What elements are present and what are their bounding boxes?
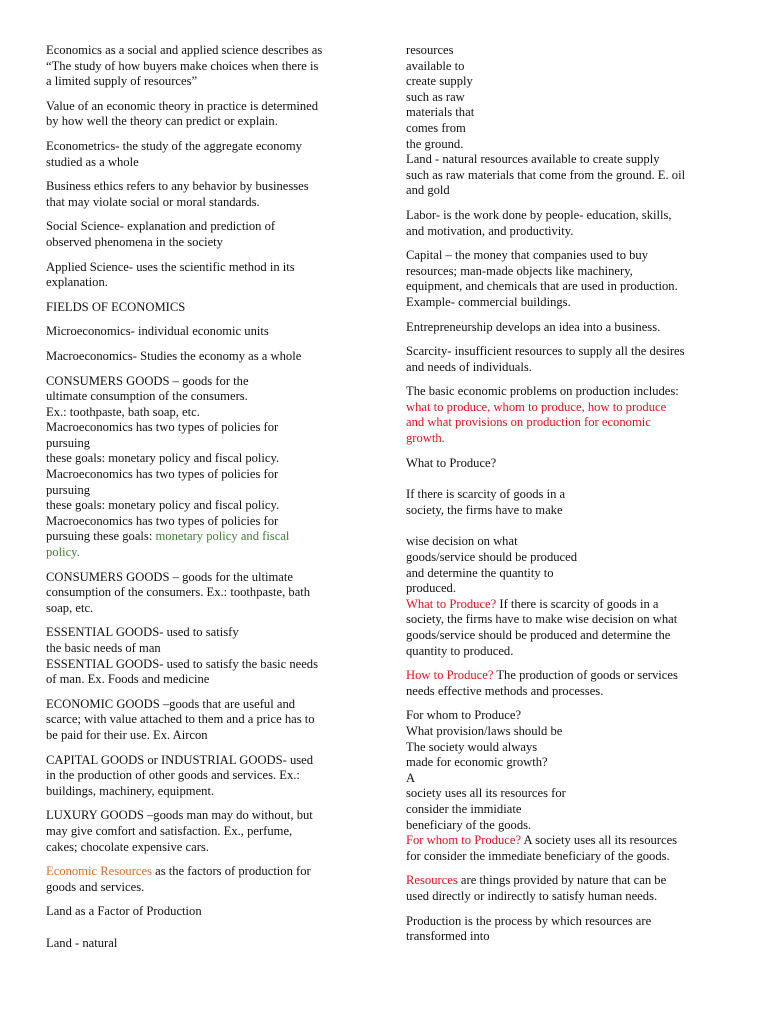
text-line bbox=[46, 155, 358, 171]
text-line bbox=[406, 534, 724, 550]
text-line bbox=[406, 771, 724, 787]
text-segment: Econometrics- the study of the aggregate economy bbox=[46, 138, 302, 153]
text-segment: resources bbox=[406, 43, 454, 57]
text-line bbox=[46, 99, 358, 115]
text-line bbox=[46, 235, 358, 251]
text-segment: and needs of individuals. bbox=[406, 359, 532, 374]
text-segment: used directly or indirectly to satisfy human needs. bbox=[406, 888, 658, 903]
text-segment: Economics as a social and applied science describes as bbox=[46, 43, 323, 57]
text-segment: Production is the process by which resources are bbox=[406, 913, 652, 928]
text-line bbox=[406, 208, 724, 224]
text-segment: What provision/laws should be bbox=[406, 723, 563, 738]
text-segment: wise decision on what bbox=[406, 534, 518, 549]
text-line bbox=[46, 824, 358, 840]
text-segment: Value of an economic theory in practice is determined bbox=[46, 98, 319, 113]
text-line bbox=[46, 195, 358, 211]
text-line bbox=[46, 389, 358, 405]
text-line bbox=[46, 405, 358, 421]
paragraph bbox=[46, 697, 358, 744]
text-line bbox=[406, 802, 724, 818]
paragraph bbox=[46, 179, 358, 210]
highlighted-text: For whom to Produce? bbox=[406, 833, 522, 848]
text-segment: buildings, machinery, equipment. bbox=[46, 783, 215, 798]
text-segment: Macroeconomics- Studies the economy as a whole bbox=[46, 348, 302, 363]
paragraph bbox=[46, 349, 358, 365]
text-line bbox=[406, 724, 724, 740]
text-segment: The basic economic problems on production includes: bbox=[406, 384, 679, 399]
paragraph bbox=[406, 873, 724, 904]
text-line bbox=[46, 219, 358, 235]
text-segment: Entrepreneurship develops an idea into a business. bbox=[406, 319, 661, 334]
text-segment: and gold bbox=[406, 183, 450, 198]
text-segment: What to Produce? bbox=[406, 455, 497, 470]
text-segment: ECONOMIC GOODS –goods that are useful and bbox=[46, 696, 296, 711]
text-line bbox=[46, 768, 358, 784]
text-line bbox=[406, 708, 724, 724]
text-line bbox=[406, 344, 724, 360]
text-segment: as the factors of production for bbox=[151, 864, 311, 879]
text-segment: in the production of other goods and services. Ex.: bbox=[46, 768, 300, 783]
text-line bbox=[406, 137, 724, 153]
paragraph bbox=[46, 219, 358, 250]
text-line bbox=[406, 59, 724, 75]
text-line bbox=[406, 248, 724, 264]
text-segment: soap, etc. bbox=[46, 600, 94, 615]
text-line bbox=[406, 168, 724, 184]
text-segment: Macroeconomics has two types of policies for bbox=[46, 467, 279, 482]
right-column bbox=[406, 43, 724, 954]
text-segment: pursuing bbox=[46, 435, 91, 450]
text-segment: society uses all its resources for bbox=[406, 786, 566, 801]
text-segment: and motivation, and productivity. bbox=[406, 223, 574, 238]
text-line bbox=[46, 641, 358, 657]
text-segment: FIELDS OF ECONOMICS bbox=[46, 299, 186, 314]
text-segment: Land - natural resources available to create supply bbox=[406, 152, 660, 167]
text-line bbox=[406, 581, 724, 597]
highlighted-text: Economic Resources bbox=[46, 864, 152, 879]
paragraph bbox=[406, 320, 724, 336]
text-line bbox=[46, 570, 358, 586]
paragraph bbox=[46, 99, 358, 130]
paragraph bbox=[406, 708, 724, 864]
text-segment: ultimate consumption of the consumers. bbox=[46, 389, 248, 404]
text-line bbox=[46, 529, 358, 545]
text-line bbox=[406, 668, 724, 684]
text-line bbox=[46, 374, 358, 390]
text-segment: resources; man-made objects like machinery, bbox=[406, 263, 633, 278]
text-line bbox=[46, 672, 358, 688]
text-line bbox=[406, 818, 724, 834]
text-segment: Example- commercial buildings. bbox=[406, 294, 571, 309]
paragraph bbox=[406, 208, 724, 239]
text-line bbox=[46, 753, 358, 769]
paragraph bbox=[46, 374, 358, 561]
text-line bbox=[46, 59, 358, 75]
paragraph bbox=[406, 914, 724, 945]
text-line bbox=[46, 179, 358, 195]
text-line bbox=[46, 936, 358, 952]
paragraph bbox=[406, 456, 724, 472]
text-segment: scarce; with value attached to them and a price has to bbox=[46, 712, 315, 727]
text-line bbox=[46, 864, 358, 880]
text-segment: are things provided by nature that can be bbox=[457, 873, 667, 888]
text-line bbox=[46, 349, 358, 365]
text-segment: ESSENTIAL GOODS- used to satisfy the basic needs bbox=[46, 656, 319, 671]
text-segment: society, the firms have to make wise decision on what bbox=[406, 612, 678, 627]
text-segment: CONSUMERS GOODS – goods for the ultimate bbox=[46, 569, 293, 584]
text-segment: be paid for their use. Ex. Aircon bbox=[46, 727, 208, 742]
highlighted-text: monetary policy and fiscal bbox=[155, 529, 290, 544]
text-segment: create supply bbox=[406, 74, 473, 89]
paragraph bbox=[46, 864, 358, 895]
paragraph bbox=[46, 808, 358, 855]
text-line bbox=[406, 612, 724, 628]
text-segment: ESSENTIAL GOODS- used to satisfy bbox=[46, 625, 239, 640]
text-segment: by how well the theory can predict or explain. bbox=[46, 114, 278, 129]
text-line bbox=[46, 585, 358, 601]
text-segment: made for economic growth? bbox=[406, 755, 548, 770]
text-line bbox=[406, 566, 724, 582]
text-segment: of man. Ex. Foods and medicine bbox=[46, 672, 210, 687]
paragraph bbox=[46, 936, 358, 952]
text-segment: comes from bbox=[406, 120, 466, 135]
text-line bbox=[406, 684, 724, 700]
text-line bbox=[406, 279, 724, 295]
text-line bbox=[406, 644, 724, 660]
text-segment: goods/service should be produced and determine the bbox=[406, 628, 671, 642]
text-line bbox=[406, 320, 724, 336]
text-line bbox=[46, 728, 358, 744]
highlighted-text: what to produce, whom to produce, how to produce bbox=[406, 399, 667, 414]
text-line bbox=[46, 657, 358, 673]
paragraph bbox=[406, 487, 724, 518]
highlighted-text: Resources bbox=[406, 873, 458, 888]
text-line bbox=[46, 139, 358, 155]
text-line bbox=[406, 105, 724, 121]
text-line bbox=[46, 74, 358, 90]
text-segment: these goals: monetary policy and fiscal policy. bbox=[46, 498, 280, 513]
text-line bbox=[46, 483, 358, 499]
text-segment: transformed into bbox=[406, 929, 490, 944]
text-segment: “The study of how buyers make choices when there is bbox=[46, 58, 319, 73]
text-line bbox=[406, 224, 724, 240]
text-segment: society, the firms have to make bbox=[406, 502, 563, 517]
text-segment: Applied Science- uses the scientific method in its bbox=[46, 259, 295, 274]
text-segment: may give comfort and satisfaction. Ex., perfume, bbox=[46, 823, 293, 838]
text-line bbox=[406, 384, 724, 400]
text-segment: for consider the immediate beneficiary of the goods. bbox=[406, 848, 670, 863]
highlighted-text: policy. bbox=[46, 545, 80, 560]
text-line bbox=[406, 121, 724, 137]
text-segment: such as raw bbox=[406, 89, 465, 104]
highlighted-text: What to Produce? bbox=[406, 596, 497, 611]
text-line bbox=[406, 833, 724, 849]
text-segment: Macroeconomics has two types of policies for bbox=[46, 513, 279, 528]
text-segment: explanation. bbox=[46, 275, 108, 290]
text-segment: materials that bbox=[406, 105, 475, 120]
text-segment: If there is scarcity of goods in a bbox=[406, 487, 566, 502]
text-line bbox=[406, 929, 724, 945]
text-segment: available to bbox=[406, 58, 465, 73]
text-segment: studied as a whole bbox=[46, 154, 139, 169]
paragraph bbox=[46, 324, 358, 340]
text-segment: Microeconomics- individual economic units bbox=[46, 324, 269, 339]
text-line bbox=[46, 43, 358, 59]
text-line bbox=[46, 436, 358, 452]
text-segment: beneficiary of the goods. bbox=[406, 817, 532, 832]
text-line bbox=[406, 360, 724, 376]
text-line bbox=[46, 324, 358, 340]
text-line bbox=[406, 873, 724, 889]
text-line bbox=[46, 300, 358, 316]
text-line bbox=[46, 601, 358, 617]
text-line bbox=[46, 625, 358, 641]
text-segment: these goals: monetary policy and fiscal policy. bbox=[46, 451, 280, 466]
text-segment: Labor- is the work done by people- education, skills, bbox=[406, 207, 672, 222]
text-line bbox=[406, 43, 724, 59]
text-line bbox=[46, 712, 358, 728]
text-line bbox=[406, 914, 724, 930]
text-line bbox=[46, 451, 358, 467]
paragraph bbox=[406, 248, 724, 310]
text-segment: Land - natural bbox=[46, 935, 118, 950]
paragraph bbox=[46, 904, 358, 920]
text-segment: such as raw materials that come from the ground. E. oil bbox=[406, 167, 686, 182]
highlighted-text: How to Produce? bbox=[406, 668, 494, 683]
text-line bbox=[46, 260, 358, 276]
text-line bbox=[406, 183, 724, 199]
text-line bbox=[46, 697, 358, 713]
text-line bbox=[46, 514, 358, 530]
text-line bbox=[46, 784, 358, 800]
text-segment: that may violate social or moral standards. bbox=[46, 194, 260, 209]
text-segment: consider the immidiate bbox=[406, 801, 522, 816]
text-segment: Ex.: toothpaste, bath soap, etc. bbox=[46, 404, 200, 419]
text-line bbox=[406, 431, 724, 447]
text-line bbox=[46, 904, 358, 920]
paragraph bbox=[406, 43, 724, 199]
text-line bbox=[406, 597, 724, 613]
text-line bbox=[406, 400, 724, 416]
text-segment: produced. bbox=[406, 581, 457, 596]
text-line bbox=[406, 740, 724, 756]
text-segment: needs effective methods and processes. bbox=[406, 683, 604, 698]
text-segment: equipment, and chemicals that are used in production. bbox=[406, 279, 678, 294]
text-segment: consumption of the consumers. Ex.: toothpaste, bath bbox=[46, 585, 311, 600]
text-line bbox=[406, 889, 724, 905]
highlighted-text: and what provisions on production for economic bbox=[406, 415, 651, 430]
text-segment: The society would always bbox=[406, 739, 538, 754]
text-segment: Capital – the money that companies used to buy bbox=[406, 248, 649, 263]
text-segment: and determine the quantity to bbox=[406, 565, 554, 580]
text-segment: Scarcity- insufficient resources to supply all the desires bbox=[406, 344, 685, 359]
paragraph bbox=[46, 300, 358, 316]
text-line bbox=[406, 786, 724, 802]
text-line bbox=[46, 114, 358, 130]
text-line bbox=[46, 840, 358, 856]
text-segment: pursuing bbox=[46, 482, 91, 497]
paragraph bbox=[406, 668, 724, 699]
text-line bbox=[46, 880, 358, 896]
text-segment: the basic needs of man bbox=[46, 641, 161, 655]
left-column bbox=[46, 43, 358, 961]
text-segment: Macroeconomics has two types of policies for bbox=[46, 420, 279, 435]
text-line bbox=[406, 456, 724, 472]
paragraph bbox=[46, 139, 358, 170]
text-line bbox=[406, 503, 724, 519]
text-segment: Social Science- explanation and prediction of bbox=[46, 219, 276, 234]
text-line bbox=[406, 487, 724, 503]
text-segment: Business ethics refers to any behavior by businesses bbox=[46, 179, 309, 194]
paragraph bbox=[46, 570, 358, 617]
highlighted-text: growth. bbox=[406, 431, 445, 446]
text-segment: A society uses all its resources bbox=[521, 833, 678, 848]
text-segment: CONSUMERS GOODS – goods for the bbox=[46, 373, 249, 388]
text-line bbox=[46, 808, 358, 824]
text-line bbox=[406, 264, 724, 280]
text-segment: The production of goods or services bbox=[493, 668, 678, 683]
text-segment: goods and services. bbox=[46, 879, 145, 894]
text-segment: If there is scarcity of goods in a bbox=[496, 596, 659, 611]
text-line bbox=[46, 275, 358, 291]
text-line bbox=[46, 498, 358, 514]
text-segment: the ground. bbox=[406, 136, 464, 151]
text-segment: pursuing these goals: bbox=[46, 529, 156, 544]
text-line bbox=[406, 74, 724, 90]
text-segment: CAPITAL GOODS or INDUSTRIAL GOODS- used bbox=[46, 752, 314, 767]
paragraph bbox=[406, 384, 724, 446]
paragraph bbox=[46, 260, 358, 291]
text-segment: a limited supply of resources” bbox=[46, 74, 198, 89]
text-line bbox=[406, 849, 724, 865]
text-line bbox=[406, 415, 724, 431]
text-line bbox=[406, 152, 724, 168]
paragraph bbox=[46, 43, 358, 90]
text-line bbox=[46, 420, 358, 436]
text-segment: For whom to Produce? bbox=[406, 708, 522, 723]
text-line bbox=[406, 755, 724, 771]
text-segment: observed phenomena in the society bbox=[46, 234, 223, 249]
text-segment: Land as a Factor of Production bbox=[46, 904, 202, 919]
text-segment: LUXURY GOODS –goods man may do without, but bbox=[46, 808, 313, 823]
paragraph bbox=[46, 753, 358, 800]
text-segment: quantity to produced. bbox=[406, 643, 514, 658]
text-line bbox=[406, 628, 724, 644]
text-segment: cakes; chocolate expensive cars. bbox=[46, 839, 209, 854]
text-line bbox=[406, 550, 724, 566]
paragraph bbox=[406, 534, 724, 659]
text-line bbox=[406, 295, 724, 311]
text-line bbox=[46, 467, 358, 483]
text-segment: A bbox=[406, 770, 416, 785]
paragraph bbox=[406, 344, 724, 375]
paragraph bbox=[46, 625, 358, 687]
text-line bbox=[406, 90, 724, 106]
text-segment: goods/service should be produced bbox=[406, 550, 578, 565]
text-line bbox=[46, 545, 358, 561]
